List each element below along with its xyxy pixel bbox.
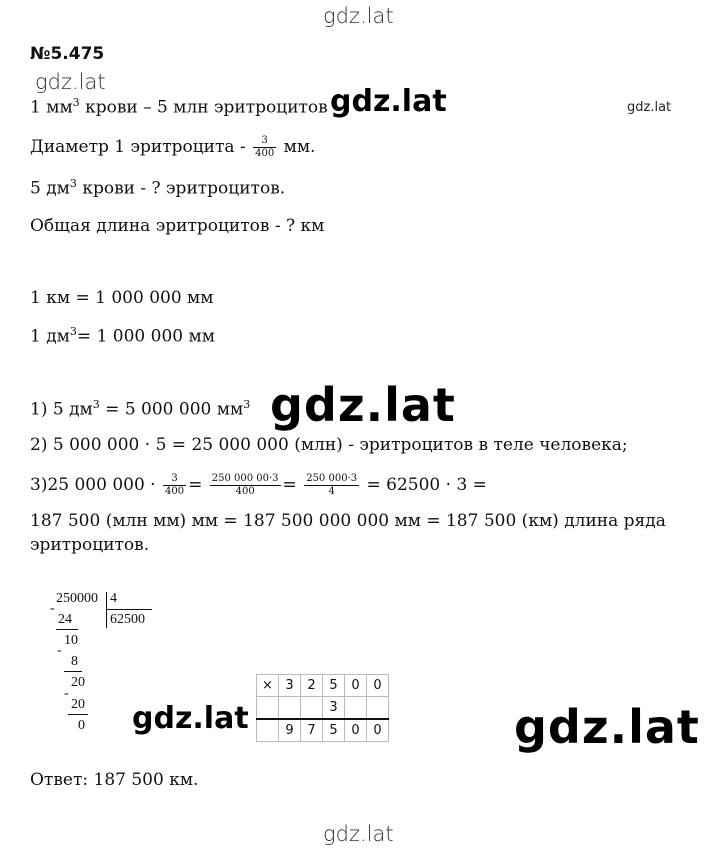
minus-sign: - [64,686,69,701]
digit-cell [279,697,301,720]
division-underline [64,671,82,672]
digit-cell: 0 [367,675,389,697]
digit-cell: 0 [367,719,389,742]
divisor: 4 [110,591,117,606]
given-line-3: 5 $дм^3$ крови - ? эритроцитов. [30,177,286,199]
given-line-4: Общая длина эритроцитов - ? км [30,216,325,236]
step-3-line-3: эритроцитов. [30,535,150,555]
multiplication-grid [256,674,389,742]
digit-cell [257,719,279,742]
step-2: 2) 5 000 000 · 5 = 25 000 000 (млн) - эритроцитов в теле человека; [30,435,628,455]
division-row: 8 [71,654,78,669]
multiplication-sign: × [257,675,279,697]
digit-cell: 3 [323,697,345,720]
watermark-top: gdz.lat [323,4,394,28]
digit-cell [301,697,323,720]
quotient: 62500 [110,612,145,627]
minus-sign: - [50,601,55,616]
watermark-left: gdz.lat [35,70,106,94]
division-vertical-line [106,592,107,628]
division-row: 20 [71,697,85,712]
digit-cell [345,697,367,720]
step-3-line-2: 187 500 (млн мм) мм = 187 500 000 000 мм = 187 500 (км) длина ряда [30,511,666,531]
division-row: 0 [78,718,85,733]
conversion-dm: 1 $дм^3= 1$ 000 000 мм [30,325,215,347]
division-horizontal-line [106,609,152,610]
digit-cell: 0 [345,675,367,697]
digit-cell: 0 [345,719,367,742]
digit-cell: 9 [279,719,301,742]
division-underline [56,629,78,630]
division-underline [68,714,88,715]
digit-cell: 5 [323,675,345,697]
minus-sign: - [57,643,62,658]
digit-cell: 7 [301,719,323,742]
problem-number: №5.475 [30,44,105,64]
digit-cell [257,697,279,720]
watermark-mid: gdz.lat [330,84,447,119]
digit-cell: 5 [323,719,345,742]
watermark-bottom-right: gdz.lat [514,700,700,754]
digit-cell: 3 [279,675,301,697]
step-1: 1) 5 $дм^3 = 5$ 000 000 $мм^3$ [30,398,251,420]
division-row: 24 [58,612,72,627]
given-line-1: 1 $мм^3$ крови – 5 млн эритроцитов [30,96,328,118]
division-row: 20 [71,675,85,690]
watermark-bottom: gdz.lat [323,822,394,846]
dividend: 250000 [56,591,98,606]
conversion-km: 1 км = 1 000 000 мм [30,288,214,308]
division-row: 10 [64,633,78,648]
given-line-2: Диаметр 1 эритроцита - $\frac{3}{400}$ мм. [30,135,316,159]
watermark-center: gdz.lat [270,378,456,432]
step-3: 3)25 000 000 · $\frac{3}{400}$ = $\frac{250 000 00\cdot 3}{400}$ = $\frac{250 000\cdot 3}{4}$ = 62500 · 3 = [30,473,487,497]
watermark-right-small: gdz.lat [627,100,672,115]
digit-cell [367,697,389,720]
watermark-bottom-left: gdz.lat [132,701,249,736]
answer: Ответ: 187 500 км. [30,770,199,790]
digit-cell: 2 [301,675,323,697]
